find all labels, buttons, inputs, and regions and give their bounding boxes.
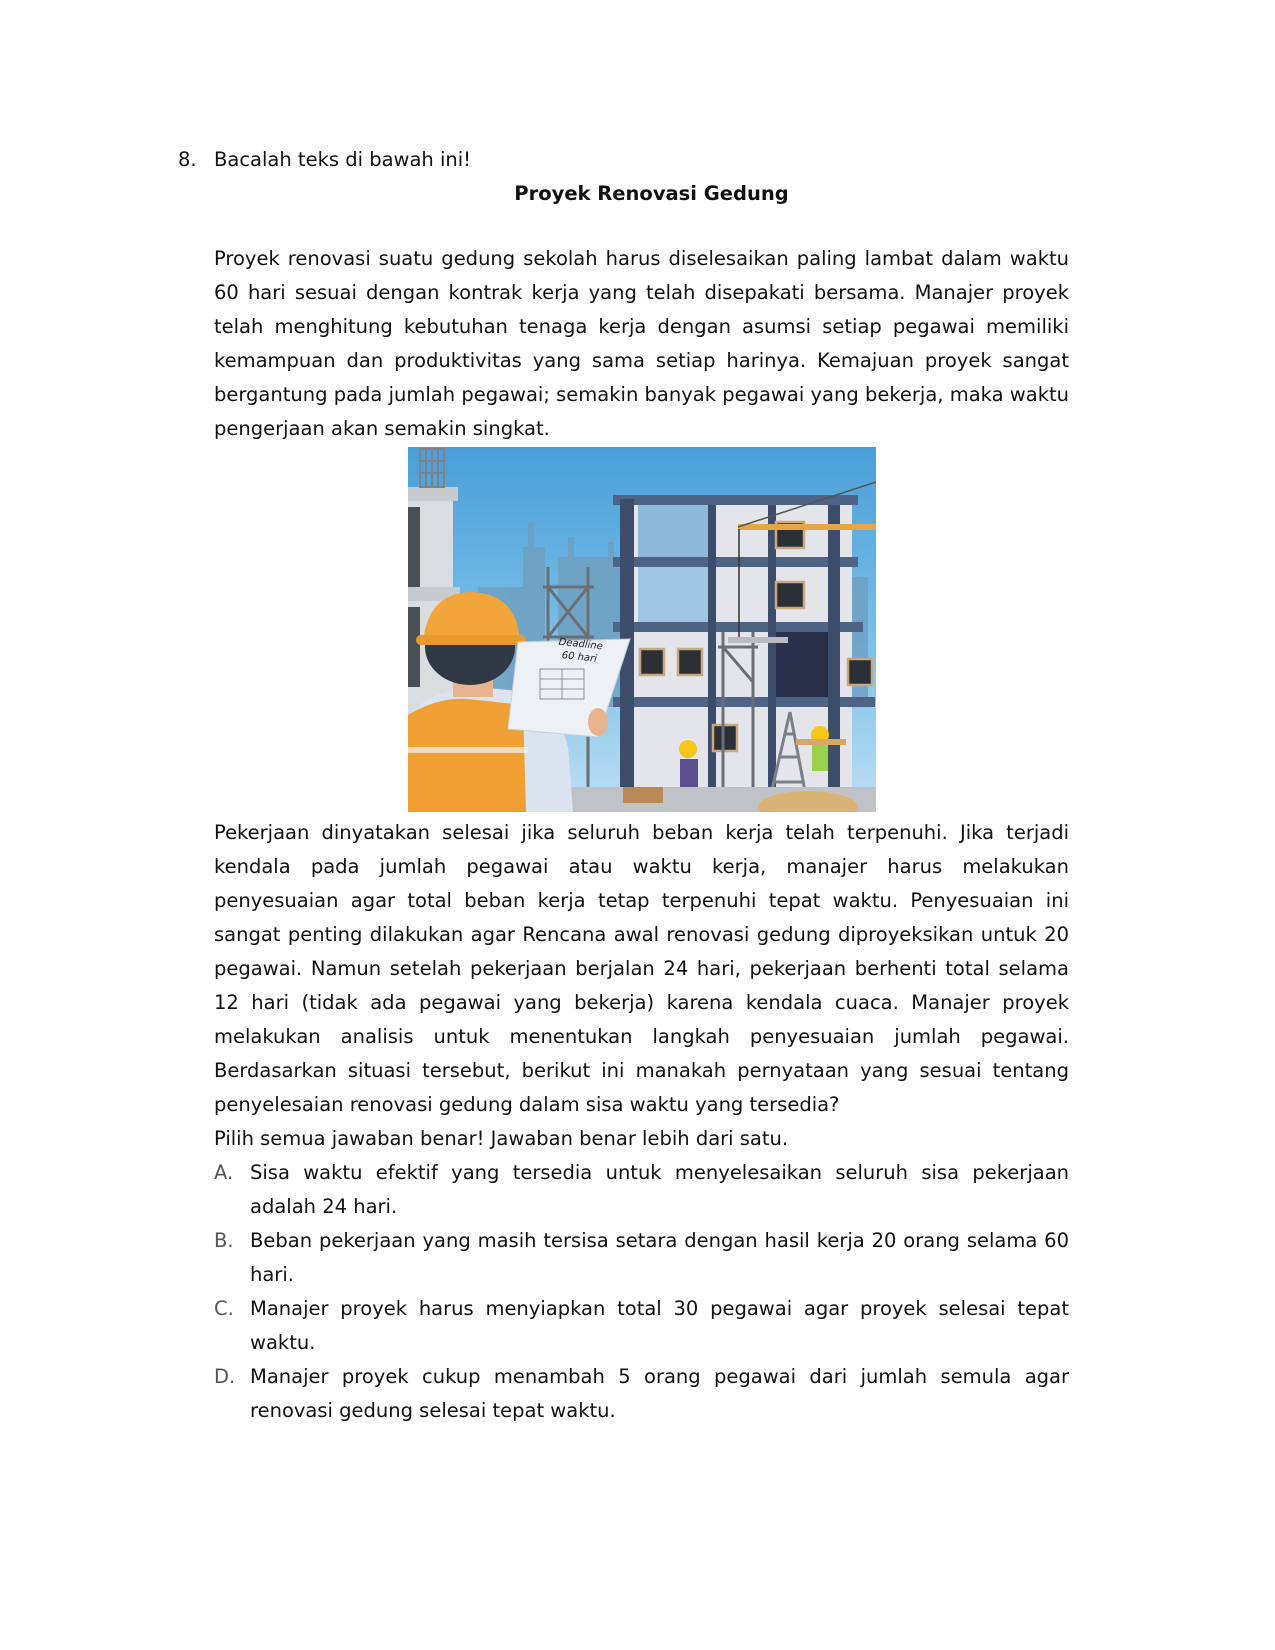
option-letter: C. bbox=[214, 1297, 234, 1320]
option-text: Sisa waktu efektif yang tersedia untuk menyelesaikan seluruh sisa pekerjaan adalah 24 hari. bbox=[250, 1161, 1069, 1218]
option-letter: D. bbox=[214, 1365, 236, 1388]
option-d[interactable] bbox=[214, 1360, 1069, 1428]
option-letter: A. bbox=[214, 1161, 234, 1184]
option-text: Manajer proyek cukup menambah 5 orang pegawai dari jumlah semula agar renovasi gedung selesai tepat waktu. bbox=[250, 1365, 1069, 1422]
option-b[interactable] bbox=[214, 1224, 1069, 1292]
option-letter: B. bbox=[214, 1229, 234, 1252]
question-prompt: Bacalah teks di bawah ini! bbox=[214, 148, 472, 171]
option-text: Manajer proyek harus menyiapkan total 30 pegawai agar proyek selesai tepat waktu. bbox=[250, 1297, 1069, 1354]
blueprint-label: Deadline 60 hari bbox=[558, 636, 604, 665]
option-a[interactable] bbox=[214, 1156, 1069, 1224]
construction-illustration bbox=[408, 447, 876, 812]
option-text: Beban pekerjaan yang masih tersisa setara dengan hasil kerja 20 orang selama 60 hari. bbox=[250, 1229, 1069, 1286]
passage-paragraph-1: Proyek renovasi suatu gedung sekolah harus diselesaikan paling lambat dalam waktu 60 hari sesuai dengan kontrak kerja yang telah disepakati bersama. Manajer proyek telah menghitung kebutuhan tenaga kerja dengan asumsi setiap pegawai memiliki kemampuan dan produktivitas yang sama setiap harinya. Kemajuan proyek sangat bergantung pada jumlah pegawai; semakin banyak pegawai yang bekerja, maka waktu pengerjaan akan semakin singkat. bbox=[214, 247, 1069, 440]
question-header bbox=[178, 146, 471, 174]
answer-instruction: Pilih semua jawaban benar! Jawaban benar lebih dari satu. bbox=[214, 1127, 789, 1150]
passage-title: Proyek Renovasi Gedung bbox=[514, 182, 789, 205]
question-number: 8. bbox=[178, 148, 197, 171]
passage-paragraph-2: Pekerjaan dinyatakan selesai jika seluruh beban kerja telah terpenuhi. Jika terjadi kendala pada jumlah pegawai atau waktu kerja, manajer harus melakukan penyesuaian agar total beban kerja tetap terpenuhi tepat waktu. Penyesuaian ini sangat penting dilakukan agar Rencana awal renovasi gedung diproyeksikan untuk 20 pegawai. Namun setelah pekerjaan berjalan 24 hari, pekerjaan berhenti total selama 12 hari (tidak ada pegawai yang bekerja) karena kendala cuaca. Manajer proyek melakukan analisis untuk menentukan langkah penyesuaian jumlah pegawai. Berdasarkan situasi tersebut, berikut ini manakah pernyataan yang sesuai tentang penyelesaian renovasi gedung dalam sisa waktu yang tersedia? bbox=[214, 821, 1069, 1116]
option-c[interactable] bbox=[214, 1292, 1069, 1360]
answer-options bbox=[214, 1156, 1069, 1428]
